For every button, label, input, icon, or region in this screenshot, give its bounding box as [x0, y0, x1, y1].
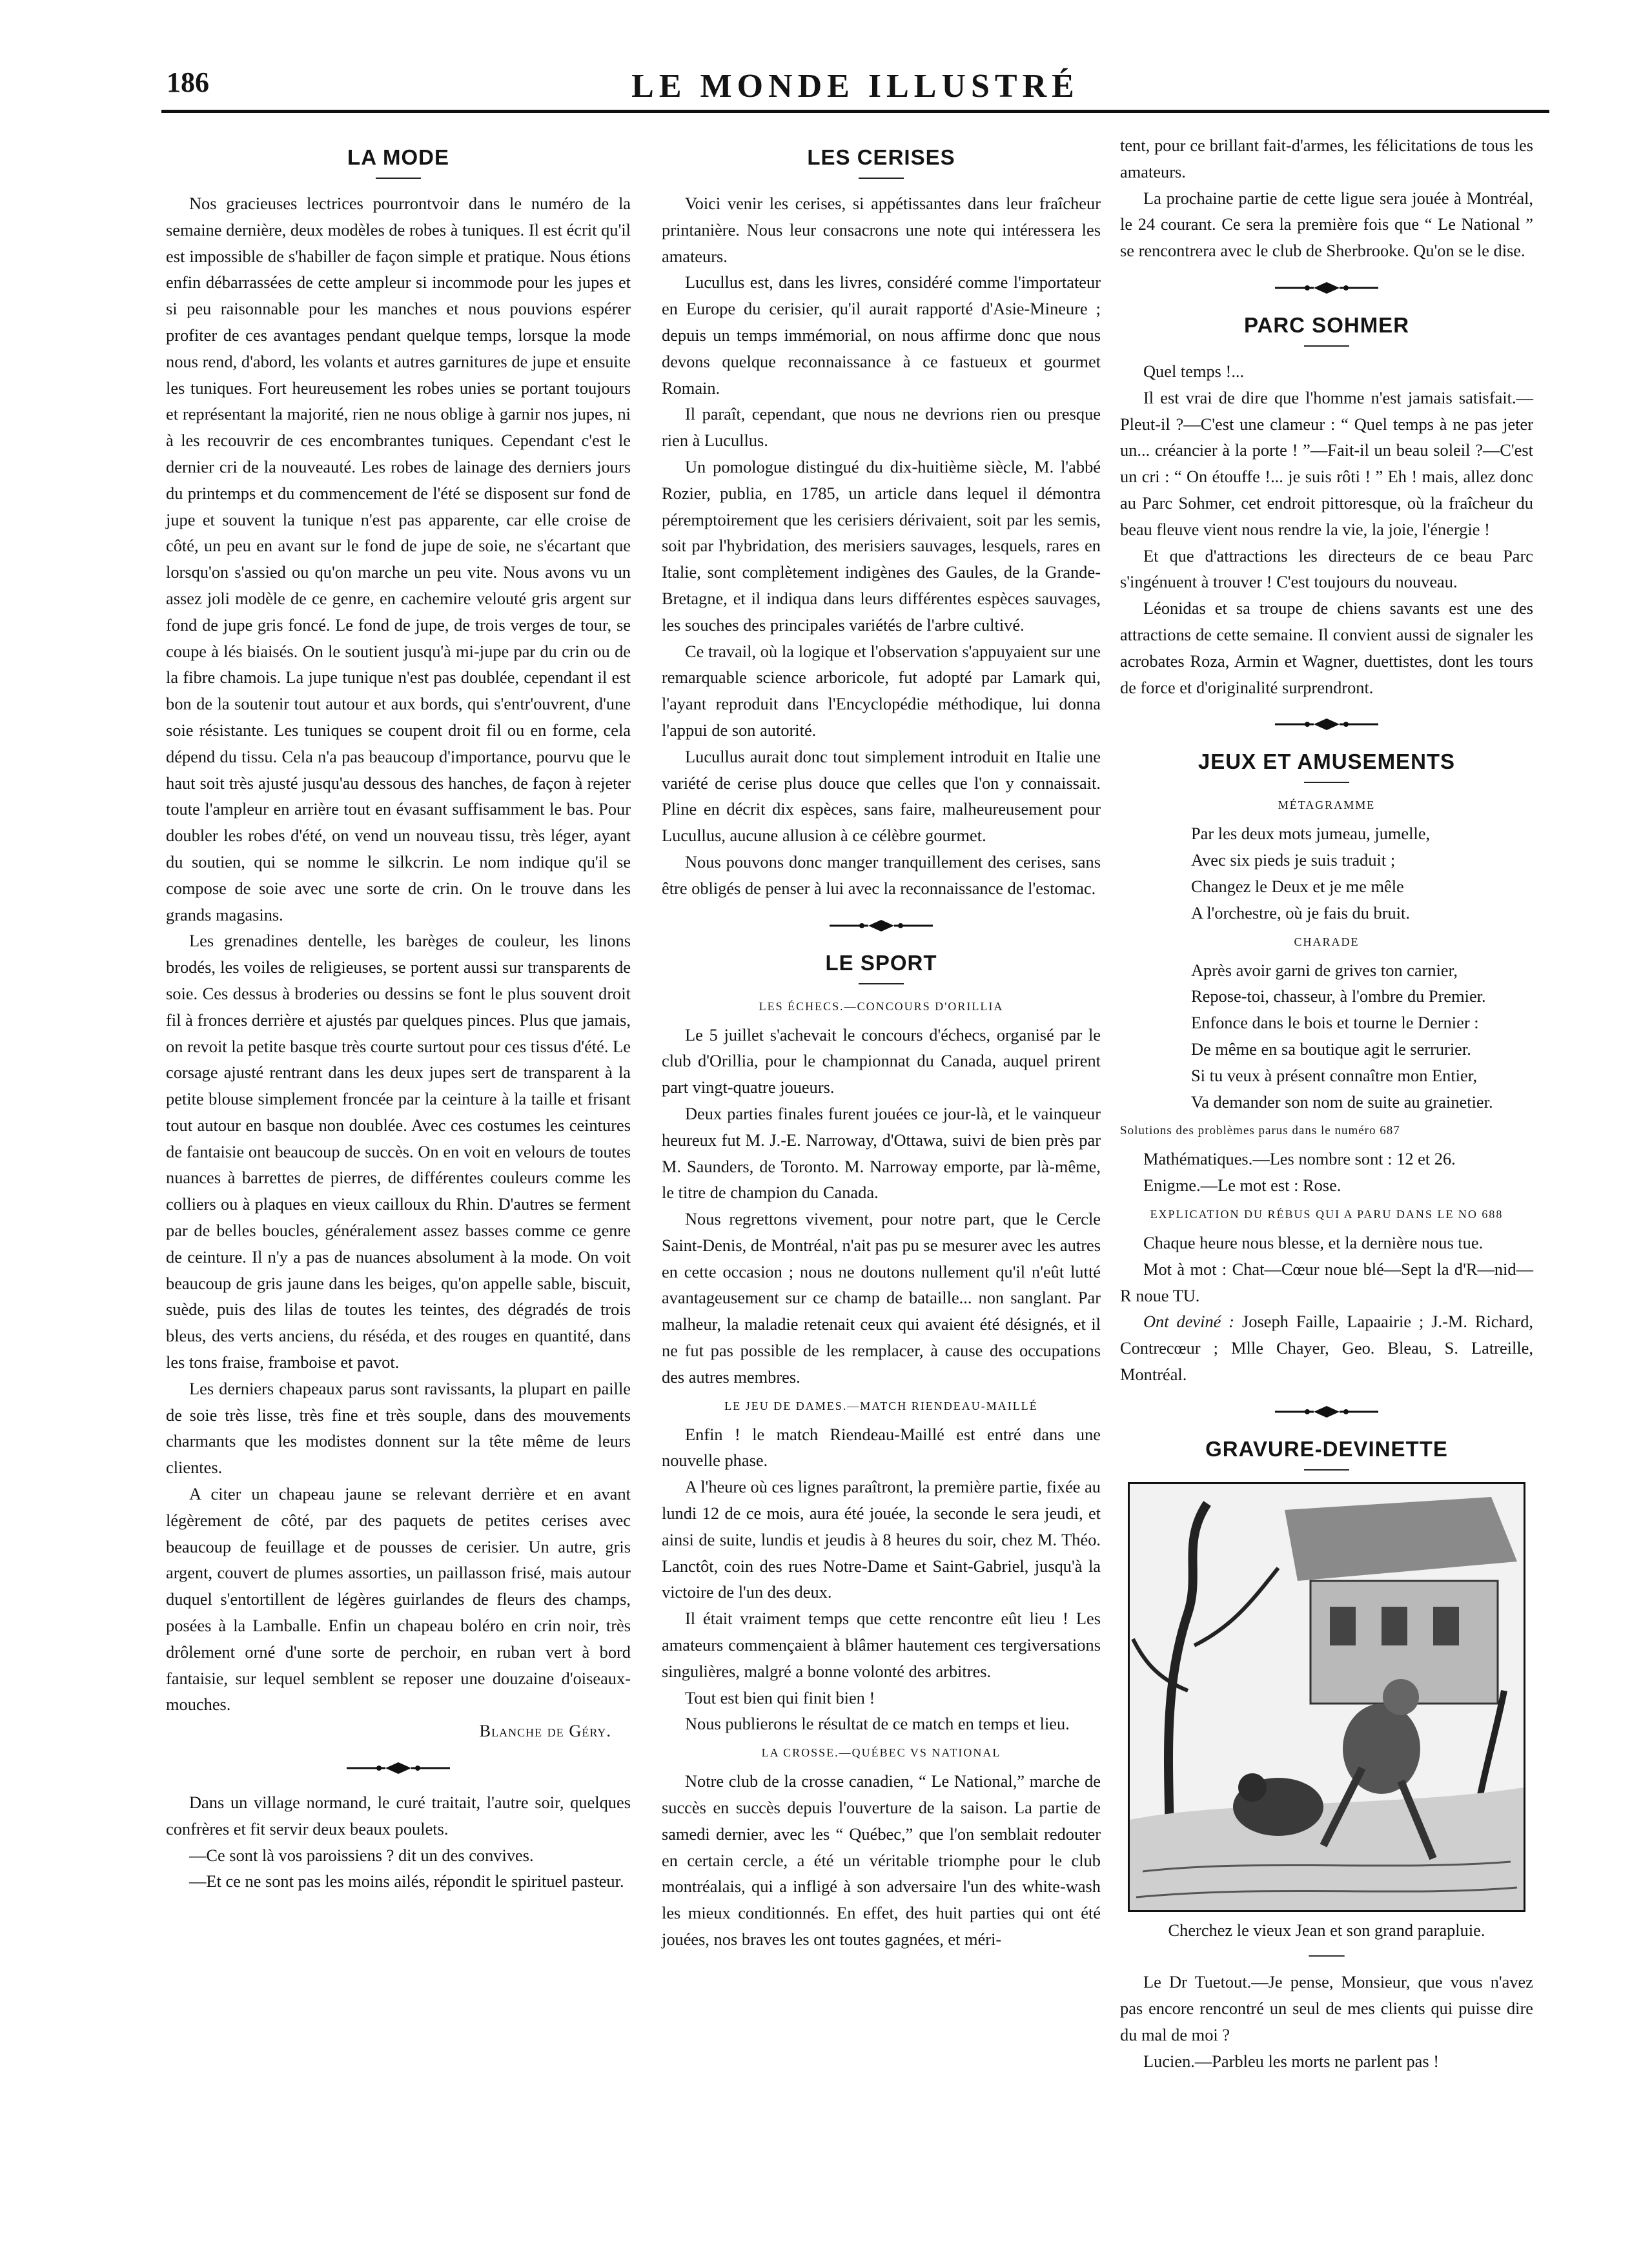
article-paragraph: Les grenadines dentelle, les barèges de couleur, les linons brodés, les voiles de religieuses, se portent aussi sur transparents de soie. Ces dessus à broderies ou dessins se font le plus souvent droit fil à fronces derrière et ajustés par quelques pinces. Plus que jamais, on revoit la petite basque très courte surtout pour ces tissus d'été. Le corsage ajusté rentrant dans les deux jupes sert de transparent à la petite blouse simplement froncée par la ceinture à la taille et frisant tout autour en basque non doublée. Avec ces costumes les ceintures de fantaisie ont beaucoup de succès. On en voit en velours de toutes nuances à barrettes de pierres, de différentes couleurs comme les colliers ou à plaques en vieux cailloux du Rhin. D'autres se ferment par de belles boucles, généralement assez basses comme ce genre de ceinture. Il n'y a pas de nuances absolument à la mode. On voit beaucoup de gris jaune dans les beiges, qu'on appelle sable, biscuit, suède, puis des lilas de toutes les teintes, des dégradés de trois bleus, des verts anciens, du réséda, et des rouges en quantité, dans les tons fraise, framboise et pavot. [166, 931, 631, 1372]
ornament-divider-icon [334, 1760, 463, 1776]
title-rule [1304, 782, 1349, 783]
verse-line: Par les deux mots jumeau, jumelle, [1191, 824, 1431, 844]
article-paragraph: Le 5 juillet s'achevait le concours d'échecs, organisé par le club d'Orillia, pour le championnat du Canada, auquel prirent part vingt-quatre joueurs. [662, 1024, 1101, 1097]
journal-title: LE MONDE ILLUSTRÉ [631, 68, 1079, 105]
article-paragraph: Il paraît, cependant, que nous ne devrions rien ou presque rien à Lucullus. [662, 404, 1101, 451]
verse-line: A l'orchestre, où je fais du bruit. [1191, 902, 1410, 922]
article-paragraph: Nous pouvons donc manger tranquillement des cerises, sans être obligés de penser à lui avec la reconnaissance de l'estomac. [662, 851, 1101, 898]
section-title-jeux: JEUX ET AMUSEMENTS [1198, 749, 1456, 774]
article-paragraph: Il est vrai de dire que l'homme n'est jamais satisfait.—Pleut-il ?—C'est une clameur : “ Quel temps à ne pas jeter un... créancier à la porte ! ”—Fait-il un beau soleil ?—C'est un cri : “ On étouffe !... je suis rôti ! ” Eh ! mais, allez donc au Parc Sohmer, cet endroit pittoresque, où la fraîcheur du beau fleuve vient nous rendre la vie, la joie, l'énergie ! [1120, 387, 1533, 539]
article-paragraph: Ce travail, où la logique et l'observation s'appuyaient sur une remarquable science arboricole, fut adopté par Lamark qui, l'ayant reproduit dans l'Encyclopédie méthodique, lui donna l'appui de son autorité. [662, 641, 1101, 740]
solution-line: Enigme.—Le mot est : Rose. [1143, 1176, 1341, 1196]
solution-line: Mathématiques.—Les nombre sont : 12 et 26. [1143, 1149, 1456, 1169]
title-rule [859, 178, 904, 179]
article-paragraph: Les derniers chapeaux parus sont ravissants, la plupart en paille de soie très lisse, très fine et très souple, dans des mouvements charmants que les modistes donnent sur la tête même de leurs clientes. [166, 1378, 631, 1478]
article-paragraph: Léonidas et sa troupe de chiens savants est une des attractions de cette semaine. Il convient aussi de signaler les acrobates Roza, Armin et Wagner, duettistes, dont les tours de force et d'originalité surprendront. [1120, 598, 1533, 697]
anecdote-paragraph: —Et ce ne sont pas les moins ailés, répondit le spirituel pasteur. [189, 1871, 624, 1891]
section-title-gravure: GRAVURE-DEVINETTE [1205, 1436, 1448, 1461]
metagramme-verse [1120, 820, 1533, 926]
devine-paragraph [1120, 1308, 1533, 1387]
verse-line: Repose-toi, chasseur, à l'ombre du Premier. [1191, 986, 1486, 1006]
article-paragraph: Notre club de la crosse canadien, “ Le National,” marche de succès en succès depuis l'ouverture de la saison. La partie de samedi dernier, avec les “ Québec,” que l'on semblait redouter en certain cercle, a été un véritable triomphe pour le club montréalais, qui a infligé à son adversaire l'un des white-wash les mieux conditionnés. En effet, des huit parties qui ont été jouées, nos braves les ont toutes gagnées, et méri- [662, 1771, 1101, 1950]
article-paragraph: Un pomologue distingué du dix-huitième siècle, M. l'abbé Rozier, publia, en 1785, un article dans lequel il démontra péremptoirement que les cerisiers dérivaient, soit par les semis, soit par l'hybridation, des merisiers sauvages, lesquels, rares en Italie, sont complètement indigènes des Gaules, de la Grande-Bretagne, et il indiqua dans leurs différentes espèces sauvages, les souches des principales variétés de l'arbre cultivé. [662, 456, 1101, 635]
verse-line: Avec six pieds je suis traduit ; [1191, 850, 1396, 870]
article-paragraph: Et que d'attractions les directeurs de ce beau Parc s'ingénuent à trouver ! C'est toujours du nouveau. [1120, 545, 1533, 592]
column-2 [662, 132, 1101, 1953]
article-paragraph: Enfin ! le match Riendeau-Maillé est entré dans une nouvelle phase. [662, 1424, 1101, 1471]
title-rule [1304, 345, 1349, 347]
title-rule [859, 983, 904, 984]
article-paragraph: A citer un chapeau jaune se relevant derrière et en avant légèrement de côté, par des paquets de petites cerises avec beaucoup de feuillage et de pousses de cerisier. Un autre, gris argent, couvert de plumes assorties, un paillasson frisé, mais autour duquel s'entortillent de légères guirlandes de fleurs des champs, posées à la Lamballe. Enfin un chapeau boléro en crin noir, très drôlement orné d'une sorte de perchoir, en ruban vert à bord fantaisie, sur lequel semblent se reposer une douzaine d'oiseaux-mouches. [166, 1484, 631, 1715]
title-rule [1304, 1469, 1349, 1471]
section-title-parc-sohmer: PARC SOHMER [1243, 312, 1410, 337]
devine-names: Joseph Faille, Lapaairie ; J.-M. Richard, Contrecœur ; Mlle Chayer, Geo. Bleau, S. Latreille, Montréal. [1120, 1312, 1533, 1384]
anecdote-paragraph: Dans un village normand, le curé traitait, l'autre soir, quelques confrères et fit servir deux beaux poulets. [166, 1793, 631, 1838]
ornament-divider-icon [1262, 280, 1391, 296]
subhead-solutions: Solutions des problèmes parus dans le numéro 687 [1120, 1124, 1400, 1138]
article-paragraph: Il était vraiment temps que cette rencontre eût lieu ! Les amateurs commençaient à blâmer hautement ces tergiversations singulières, malgré a bonne volonté des arbitres. [662, 1609, 1101, 1681]
column-3 [1120, 132, 1533, 2075]
anecdote-paragraph: —Ce sont là vos paroissiens ? dit un des convives. [189, 1845, 534, 1865]
header-rule [161, 110, 1549, 113]
article-paragraph: La prochaine partie de cette ligue sera jouée à Montréal, le 24 courant. Ce sera la première fois que “ Le National ” se rencontrera avec le club de Sherbrooke. Qu'on se le dise. [1120, 188, 1533, 261]
article-paragraph: Quel temps !... [1143, 361, 1245, 381]
section-title-la-mode: LA MODE [347, 145, 449, 169]
ornament-divider-icon [817, 917, 946, 934]
engraving-puzzle-image [1128, 1482, 1525, 1912]
article-paragraph: Nous regrettons vivement, pour notre part, que le Cercle Saint-Denis, de Montréal, n'ait pas pu se mesurer avec les autres en cette occasion ; nous ne doutons nullement qu'il n'eût lutté avantageusement sur ce champ de bataille... non sanglant. Par malheur, la maladie retenait ceux qui avaient été désignés, et il ne fut pas possible de les remplacer, à cause des occupations des autres membres. [662, 1209, 1101, 1387]
rebus-paragraph: Mot à mot : Chat—Cœur noue blé—Sept la d'R—nid—R noue TU. [1120, 1259, 1533, 1305]
verse-line: Si tu veux à présent connaître mon Entier, [1191, 1065, 1478, 1085]
verse-line: Enfonce dans le bois et tourne le Dernier : [1191, 1013, 1479, 1033]
article-paragraph: Lucullus aurait donc tout simplement introduit en Italie une variété de cerise plus douce que celles que l'on y connaissait. Pline en décrit dix espèces, sans faire, malheureusement pour Lucullus, aucune allusion à ce célèbre gourmet. [662, 746, 1101, 846]
subhead-charade: CHARADE [1294, 935, 1360, 948]
engraving-caption: Cherchez le vieux Jean et son grand parapluie. [1168, 1920, 1485, 1940]
joke-paragraph: Le Dr Tuetout.—Je pense, Monsieur, que vous n'avez pas encore rencontré un seul de mes clients qui puisse dire du mal de moi ? [1120, 1972, 1533, 2045]
page-header [161, 59, 1549, 111]
engraving-illustration-icon [1130, 1484, 1524, 1910]
article-paragraph: tent, pour ce brillant fait-d'armes, les félicitations de tous les amateurs. [1120, 136, 1533, 181]
article-paragraph: Voici venir les cerises, si appétissantes dans leur fraîcheur printanière. Nous leur consacrons une note qui intéressera les amateurs. [662, 194, 1101, 266]
page-number: 186 [167, 66, 209, 98]
subhead-echecs: LES ÉCHECS.—CONCOURS D'ORILLIA [759, 999, 1004, 1013]
section-title-le-sport: LE SPORT [825, 950, 937, 975]
column-1 [166, 132, 631, 1895]
section-title-les-cerises: LES CERISES [807, 145, 955, 169]
joke-paragraph: Lucien.—Parbleu les morts ne parlent pas ! [1143, 2051, 1440, 2071]
author-signature: Blanche de Géry. [479, 1721, 611, 1741]
short-rule-icon [1262, 1952, 1391, 1960]
verse-line: Va demander son nom de suite au grainetier. [1191, 1092, 1493, 1112]
subhead-dames: LE JEU DE DAMES.—MATCH RIENDEAU-MAILLÉ [724, 1399, 1038, 1412]
article-paragraph: Nous publierons le résultat de ce match en temps et lieu. [685, 1714, 1070, 1734]
subhead-crosse: LA CROSSE.—QUÉBEC VS NATIONAL [761, 1746, 1001, 1760]
charade-verse [1120, 957, 1533, 1115]
verse-line: De même en sa boutique agit le serrurier. [1191, 1039, 1471, 1059]
ornament-divider-icon [1262, 1403, 1391, 1420]
devine-label: Ont deviné : [1143, 1312, 1235, 1332]
title-rule [376, 178, 421, 179]
ornament-divider-icon [1262, 716, 1391, 733]
article-paragraph: Nos gracieuses lectrices pourrontvoir dans le numéro de la semaine dernière, deux modèles de robes à tuniques. Il est écrit qu'il est impossible de s'habiller de façon simple et pratique. Nous étions enfin débarrassées de cette ampleur si incommode pour les jupes et si peu raisonnable pour les manches et nous pouvions espérer profiter de ces avantages pendant quelque temps, lorsque la mode nous rend, d'abord, les volants et autres garnitures de jupe et ensuite les tuniques. Fort heureusement les robes unies se portant toujours et représentant la majorité, rien ne nous oblige à garnir nos jupes, ni à les recouvrir de ces encombrantes tuniques. Cependant c'est le dernier cri de la nouveauté. Les robes de lainage des derniers jours du printemps et du commencement de l'été se disposent sur fond de jupe et souvent la tunique n'est pas apparente, car elle croise de côté, un peu en avant sur le fond de jupe de soie, ne s'écartant que lorsqu'on s'assied ou qu'on marche un peu vite. Nous avons vu un assez joli modèle de ce genre, en cachemire velouté gris argent sur fond de jupe gris foncé. Le fond de jupe, de trois verges de tour, se coupe à lés biaisés. On le soutient jusqu'à mi-jupe par du crin ou de la fibre chamois. La jupe tunique n'est pas doublée, cependant il est bon de la soutenir tout autour et aux bords, qui s'entr'ouvrent, d'une soie résistante. Les tuniques se coupent droit fil ou en forme, cela dépend du tissu. Cela n'a pas beaucoup d'importance, pourvu que le haut soit très ajusté jusqu'au dessous des hanches, de façon à rejeter toute l'ampleur en arrière tout en évasant suffisamment le bas. Pour doubler les robes d'été, on vend un nouveau tissu, très léger, ayant du soutien, qui se nomme le silkcrin. Le nom indique qu'il se compose de soie avec une sorte de crin. On le trouve dans les grands magasins. [166, 194, 631, 924]
subhead-metagramme: MÉTAGRAMME [1278, 799, 1376, 812]
rebus-paragraph: Chaque heure nous blesse, et la dernière nous tue. [1143, 1232, 1484, 1252]
verse-line: Changez le Deux et je me mêle [1191, 876, 1404, 896]
article-paragraph: Lucullus est, dans les livres, considéré comme l'importateur en Europe du cerisier, qu'il aurait rapporté d'Asie-Mineure ; depuis un temps immémorial, on nous affirme donc que nous devons quelque reconnaissance à ce fastueux et gourmet Romain. [662, 272, 1101, 398]
verse-line: Après avoir garni de grives ton carnier, [1191, 960, 1458, 980]
article-paragraph: A l'heure où ces lignes paraîtront, la première partie, fixée au lundi 12 de ce mois, aura été jouée, la seconde le sera jeudi, et ainsi de suite, lundis et jeudis à 8 heures du soir, chez M. Théo. Lanctôt, coin des rues Notre-Dame et Saint-Gabriel, jusqu'à la victoire de l'un des deux. [662, 1477, 1101, 1602]
subhead-rebus: EXPLICATION DU RÉBUS QUI A PARU DANS LE NO 688 [1150, 1207, 1504, 1221]
article-paragraph: Deux parties finales furent jouées ce jour-là, et le vainqueur heureux fut M. J.-E. Narroway, d'Ottawa, suivi de bien près par M. Saunders, de Toronto. M. Narroway emporte, par là-même, le titre de champion du Canada. [662, 1103, 1101, 1203]
article-paragraph: Tout est bien qui finit bien ! [685, 1687, 875, 1707]
